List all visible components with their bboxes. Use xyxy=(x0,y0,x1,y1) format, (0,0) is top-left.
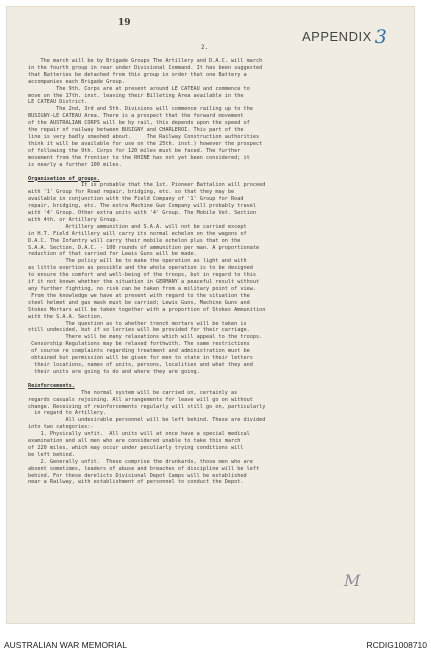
text-line: of course re complaints regarding treatment and administration must be xyxy=(28,348,250,355)
text-line: S.A.A. Section, D.A.C. - 100 rounds of ammunition per man. A proportionate xyxy=(28,244,260,251)
text-line: change. Receiving of reinforcements regularly will still go on, particularly xyxy=(28,403,266,410)
document-body xyxy=(28,58,408,486)
text-line: is nearly a further 100 miles. xyxy=(28,161,122,168)
text-line: with the S.A.A. Section. xyxy=(28,313,103,320)
text-line: of following the 9th. Corps for 120 miles must be faced. The further xyxy=(28,147,241,154)
appendix-number: 3 xyxy=(374,26,388,48)
text-line: into two categories:- xyxy=(28,424,94,431)
text-line: with 4th. or Artillery Group. xyxy=(28,216,119,223)
text-line: the repair of railway between BUSIGNY and CHARLEROI. This part of the xyxy=(28,127,244,134)
text-line: It is probable that the 1st. Pioneer Battalion will proceed xyxy=(28,182,266,189)
text-line: All undesirable personnel will be left behind. These are divided xyxy=(28,417,266,424)
text-line: in H.T. Field Artillery will carry its normal echelon on the wagons of xyxy=(28,230,247,237)
footer-institution: AUSTRALIAN WAR MEMORIAL xyxy=(4,640,127,650)
text-line: move on the 17th. inst. leaving their Billeting Area available in the xyxy=(28,92,244,99)
text-line: absent sometimes, leaders of abuse and breaches of discipline will be left xyxy=(28,465,260,472)
text-line: available in conjunction with the Field Company of '1' Group for Road xyxy=(28,196,244,203)
text-line: of the AUSTRALIAN CORPS will be by rail, this depends upon the speed of xyxy=(28,120,250,127)
text-line: their locations, names of units, persons, localities and what they and xyxy=(28,361,253,368)
text-line: their units are going to do and where they are going. xyxy=(28,368,200,375)
text-line: line is very badly smashed about. The Railway Construction authorities xyxy=(28,133,260,140)
sheet-number: 2. xyxy=(201,44,209,51)
text-line: Artillery ammunition and S.A.A. will not be carried except xyxy=(28,223,247,230)
appendix-label xyxy=(302,24,387,46)
text-line: The question as to whether trench mortars will be taken is xyxy=(28,320,247,327)
appendix-text: APPENDIX xyxy=(302,29,372,44)
text-line: examination and all men who are considered unable to take this march xyxy=(28,438,241,445)
text-line: any further fighting, no risk can be taken from a military point of view. xyxy=(28,286,256,292)
text-line: steel helmet and gas mask must be carried; Lewis Guns, Machine Guns and xyxy=(28,299,250,306)
text-line: D.A.C. The Infantry will carry their mobile echelon plus that on the xyxy=(28,237,241,244)
text-line: 2. Generally unfit. These comprise the drunkards, those men who are xyxy=(28,458,253,465)
text-line: Stokes Mortars will be taken together with a proportion of Stokes Ammunition xyxy=(28,306,266,313)
text-line: BUSIGNY-LE CATEAU Area. There is a prospect that the forward movement xyxy=(28,113,244,120)
text-line: The policy will be to make the operation as light and with xyxy=(28,258,247,265)
text-line: From the knowledge we have at present with regard to the situation the xyxy=(28,292,250,299)
section-heading: Reinforcements. xyxy=(28,382,75,389)
text-line: repair, bridging, etc. The extra Machine Gun Company will probably travel xyxy=(28,203,256,210)
document-page xyxy=(6,6,415,624)
text-line: behind. For these derelicts Divisional Depot Camps will be established xyxy=(28,472,247,479)
text-line: that Batteries be detached from this group in order that one Battery a xyxy=(28,71,247,78)
text-line: of 220 miles, which may occur under peculiarly trying conditions will xyxy=(28,444,244,451)
text-line: reduction of that carried for Lewis Guns will be made. xyxy=(28,251,197,258)
footer-record-id: RCDIG1008710 xyxy=(366,640,427,650)
text-line: The 2nd, 3rd and 5th. Divisions will commence railing up to the xyxy=(28,106,253,113)
text-line: There will be many relaxations which will appeal to the troops. xyxy=(28,334,263,341)
text-line: The normal system will be carried on, certainly as xyxy=(28,389,238,396)
text-line: still undecided, but if so lorries will be provided for their carriage. xyxy=(28,327,250,334)
text-line: as little exertion as possible and the whole operation is to be designed xyxy=(28,265,253,272)
text-line: accompanies each Brigade Group. xyxy=(28,78,125,85)
text-line: be left behind. xyxy=(28,451,75,458)
text-line: in regard to Artillery. xyxy=(28,410,107,417)
text-line: in the fourth group in rear under Divisional Command. It has been suggested xyxy=(28,64,263,71)
text-line: movement from the frontier to the RHINE has not yet been considered; it xyxy=(28,154,250,161)
text-line: 1. Physically unfit. All units will at once have a special medical xyxy=(28,431,250,438)
text-line: Censorship Regulations may be relaxed forthwith. The same restrictions xyxy=(28,341,250,348)
text-line: near a Railway, with establishment of personnel to conduct the Depot. xyxy=(28,479,244,486)
text-line: to ensure the comfort and well-being of the troops, but in regard to this xyxy=(28,272,256,279)
page-number: 19 xyxy=(118,18,131,28)
text-line: regards casuals rejoining. All arrangements for leave will go on without xyxy=(28,396,253,403)
handwritten-mark: M xyxy=(344,571,361,590)
text-line: with '1' Group for Road repair, bridging, etc. so that they may be xyxy=(28,189,235,196)
section-heading: Organisation of groups. xyxy=(28,175,100,182)
text-line: obtained but permission will be given for men to state in their letters xyxy=(28,355,253,362)
text-line: The 9th. Corps are at present around LE CATEAU and commence to xyxy=(28,85,250,92)
archive-footer xyxy=(0,632,431,653)
text-line: with '4' Group. Other extra units with '4' Group. The Mobile Vet. Section xyxy=(28,210,256,217)
text-line: LE CATEAU District. xyxy=(28,99,88,106)
text-line: if it not known whether the situation in GERMANY a peaceful result without xyxy=(28,279,260,286)
text-line: think it will be available for use on the 25th. inst.) however the prospect xyxy=(28,140,263,147)
text-line: The march will be by Brigade Groups The Artillery and D.A.C. will march xyxy=(28,58,263,64)
